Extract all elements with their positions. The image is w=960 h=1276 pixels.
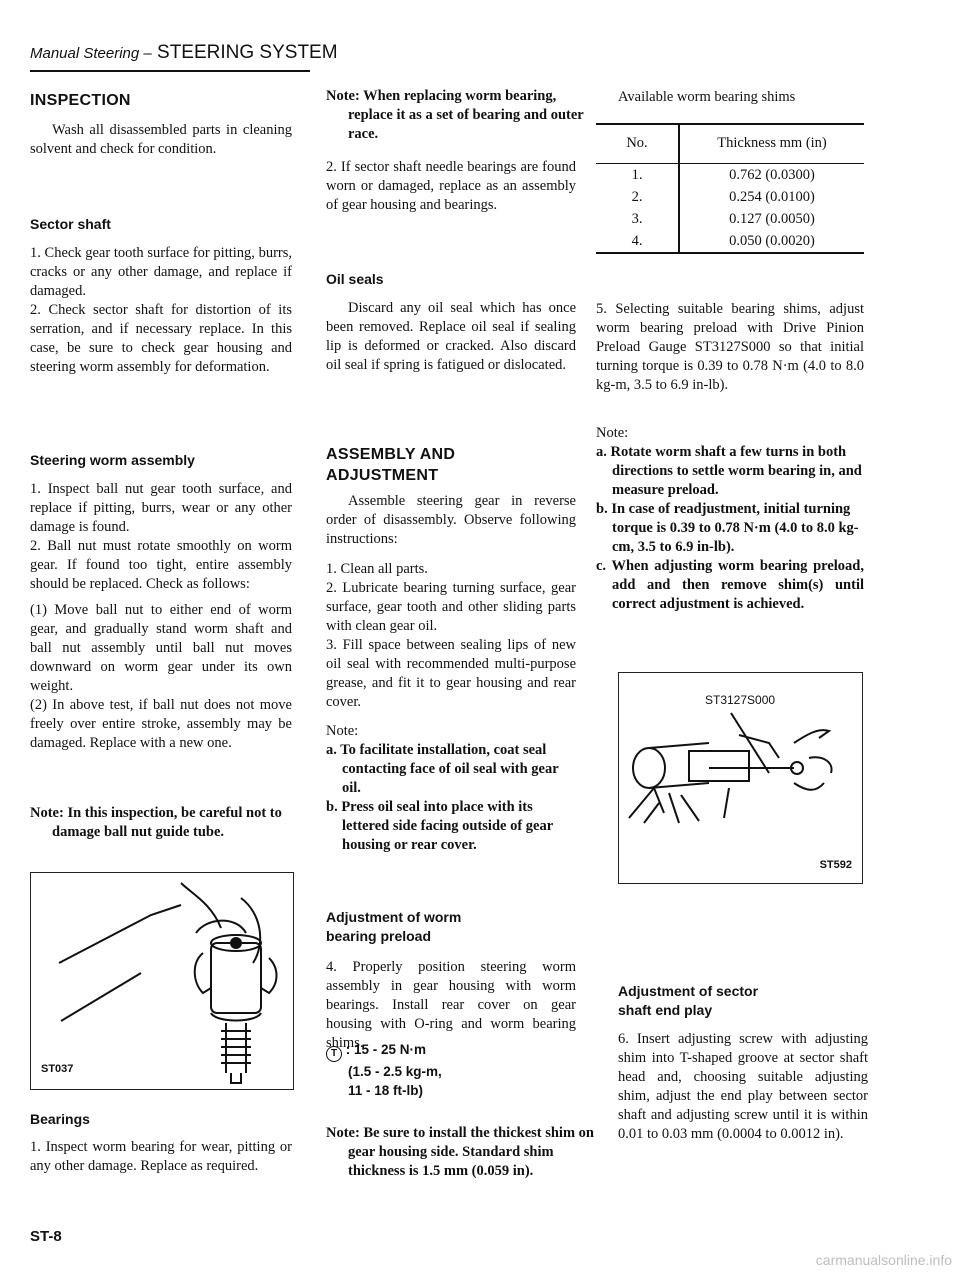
sector-end-play-heading-line: shaft end play <box>618 1002 713 1018</box>
assembly-heading <box>326 444 455 486</box>
figure-label: ST592 <box>819 859 852 871</box>
table-row <box>596 186 864 208</box>
table-row <box>596 230 864 252</box>
bearings-heading: Bearings <box>30 1111 90 1127</box>
note-label: Note: <box>596 425 629 441</box>
oil-seals-body: Discard any oil seal which has once been removed. Replace oil seal if sealing lip is deformed or cracked. Also discard oil seal if spring is fatigued or dislocated. <box>326 300 576 373</box>
needle-bearing-item: 2. If sector shaft needle bearings are found worn or damaged, replace as an assembly of gear housing and bearings. <box>326 159 576 213</box>
steering-worm-heading: Steering worm assembly <box>30 452 195 468</box>
figure-callout: ST3127S000 <box>705 693 776 707</box>
table-cell: 0.762 (0.0300) <box>679 164 864 186</box>
list-item: 2. Ball nut must rotate smoothly on worm gear. If found too tight, entire assembly should be replaced. Check as follows: <box>30 538 292 592</box>
page-number: ST-8 <box>30 1228 62 1245</box>
steering-worm-list <box>30 480 292 753</box>
list-item: (1) Move ball nut to either end of worm gear, and gradually stand worm shaft and ball nut assembly until ball nut moves downward on worm gear under its own weight. <box>30 602 292 694</box>
header-title: STEERING SYSTEM <box>157 42 338 63</box>
oil-seals-heading: Oil seals <box>326 271 384 287</box>
table-cell: 2. <box>631 188 643 205</box>
list-item: 1. Check gear tooth surface for pitting, burrs, cracks or any other damage, and replace if damaged. <box>30 245 292 299</box>
table-bottom-rule <box>596 252 864 254</box>
list-item: 2. Check sector shaft for distortion of its serration, and if necessary replace. In this case, be sure to check gear housing and steering worm assembly for deformation. <box>30 302 292 375</box>
list-item: 2. Lubricate bearing turning surface, gear surface, gear tooth and other sliding parts with clean gear oil. <box>326 580 576 634</box>
preload-notes <box>596 424 864 614</box>
table-cell: 0.050 (0.0020) <box>679 230 864 252</box>
worm-note: Note: In this inspection, be careful not to damage ball nut guide tube. <box>30 805 282 840</box>
table-row <box>596 208 864 230</box>
note-item: a. Rotate worm shaft a few turns in both directions to settle worm bearing in, and measure preload. <box>596 444 862 498</box>
shim-table-wrap <box>596 123 864 254</box>
note-item: c. When adjusting worm bearing preload, add and then remove shim(s) until correct adjustment is achieved. <box>596 558 864 612</box>
table-row <box>596 164 864 186</box>
worm-preload-heading-line: Adjustment of worm <box>326 909 462 925</box>
inspection-body: Wash all disassembled parts in cleaning solvent and check for condition. <box>30 122 292 157</box>
bearings-item: 1. Inspect worm bearing for wear, pitting or any other damage. Replace as required. <box>30 1139 292 1174</box>
worm-bearing-note: Note: When replacing worm bearing, replace it as a set of bearing and outer race. <box>326 88 584 142</box>
sector-end-play-heading-line: Adjustment of sector <box>618 983 759 999</box>
table-cell: 4. <box>631 232 643 249</box>
torque-icon: T <box>326 1046 342 1062</box>
table-cell: 1. <box>631 166 643 183</box>
list-item: 1. Clean all parts. <box>326 561 428 577</box>
torque-value-kgm: (1.5 - 2.5 kg-m, <box>348 1064 442 1079</box>
assembly-body: Assemble steering gear in reverse order of disassembly. Observe following instructions: <box>326 493 576 547</box>
shim-selection-item: 5. Selecting suitable bearing shims, adjust worm bearing preload with Drive Pinion Preload Gauge ST3127S000 so that initial turning torque is 0.39 to 0.78 N·m (4.0 to 8.0 kg-m, 3.5 to 6.9 in-lb). <box>596 301 864 393</box>
table-header: Thickness mm (in) <box>679 125 864 163</box>
figure-label: ST037 <box>41 1063 74 1075</box>
end-play-item: 6. Insert adjusting screw with adjusting shim into T-shaped groove at sector shaft head and, choosing suitable adjusting shim, adjust the end play between sector shaft and adjusting screw until it is within 0.01 to 0.03 mm (0.0004 to 0.0012 in). <box>618 1031 868 1142</box>
page-header <box>30 42 338 64</box>
watermark: carmanualsonline.info <box>815 1252 952 1268</box>
sector-shaft-list <box>30 244 292 377</box>
sector-shaft-heading: Sector shaft <box>30 216 111 232</box>
list-item: (2) In above test, if ball nut does not move freely over entire stroke, assembly may be damaged. Replace with a new one. <box>30 697 292 751</box>
figure-st037 <box>30 872 294 1090</box>
worm-preload-heading <box>326 908 461 946</box>
assembly-heading-line: ADJUSTMENT <box>326 467 439 484</box>
table-cell: 3. <box>631 210 643 227</box>
note-label: Note: <box>326 723 359 739</box>
list-item: 3. Fill space between sealing lips of new oil seal with recommended multi-purpose grease, and fit it to gear housing and rear cover. <box>326 637 576 710</box>
header-rule <box>30 70 310 72</box>
note-item: b. Press oil seal into place with its lettered side facing outside of gear housing or rear cover. <box>326 799 553 853</box>
assembly-heading-line: ASSEMBLY AND <box>326 446 456 463</box>
sector-end-play-heading <box>618 982 758 1020</box>
torque-spec <box>326 1040 576 1100</box>
table-header: No. <box>626 135 648 152</box>
worm-preload-heading-line: bearing preload <box>326 928 432 944</box>
table-cell: 0.127 (0.0050) <box>679 208 864 230</box>
thickest-shim-note: Note: Be sure to install the thickest shim on gear housing side. Standard shim thickness is 1.5 mm (0.059 in). <box>326 1125 594 1179</box>
shim-table <box>596 125 864 252</box>
ball-nut-illustration <box>31 873 293 1089</box>
torque-value: : 15 - 25 N·m <box>345 1042 427 1057</box>
note-item: a. To facilitate installation, coat seal contacting face of oil seal with gear oil. <box>326 742 559 796</box>
assembly-notes <box>326 722 576 855</box>
inspection-heading: INSPECTION <box>30 92 131 109</box>
note-item: b. In case of readjustment, initial turning torque is 0.39 to 0.78 N·m (4.0 to 8.0 kg-cm, 3.5 to 6.9 in-lb). <box>596 501 859 555</box>
worm-preload-item: 4. Properly position steering worm assembly in gear housing with worm bearings. Install rear cover on gear housing with O-ring and worm bearing shims. <box>326 959 576 1051</box>
header-section: Manual Steering – <box>30 45 152 62</box>
list-item: 1. Inspect ball nut gear tooth surface, and replace if pitting, burrs, wear or any other damage is found. <box>30 481 292 535</box>
assembly-list <box>326 560 576 712</box>
torque-value-ftlb: 11 - 18 ft-lb) <box>348 1083 424 1098</box>
table-header-row <box>596 125 864 163</box>
table-caption: Available worm bearing shims <box>618 89 796 105</box>
figure-st592 <box>618 672 863 884</box>
table-cell: 0.254 (0.0100) <box>679 186 864 208</box>
